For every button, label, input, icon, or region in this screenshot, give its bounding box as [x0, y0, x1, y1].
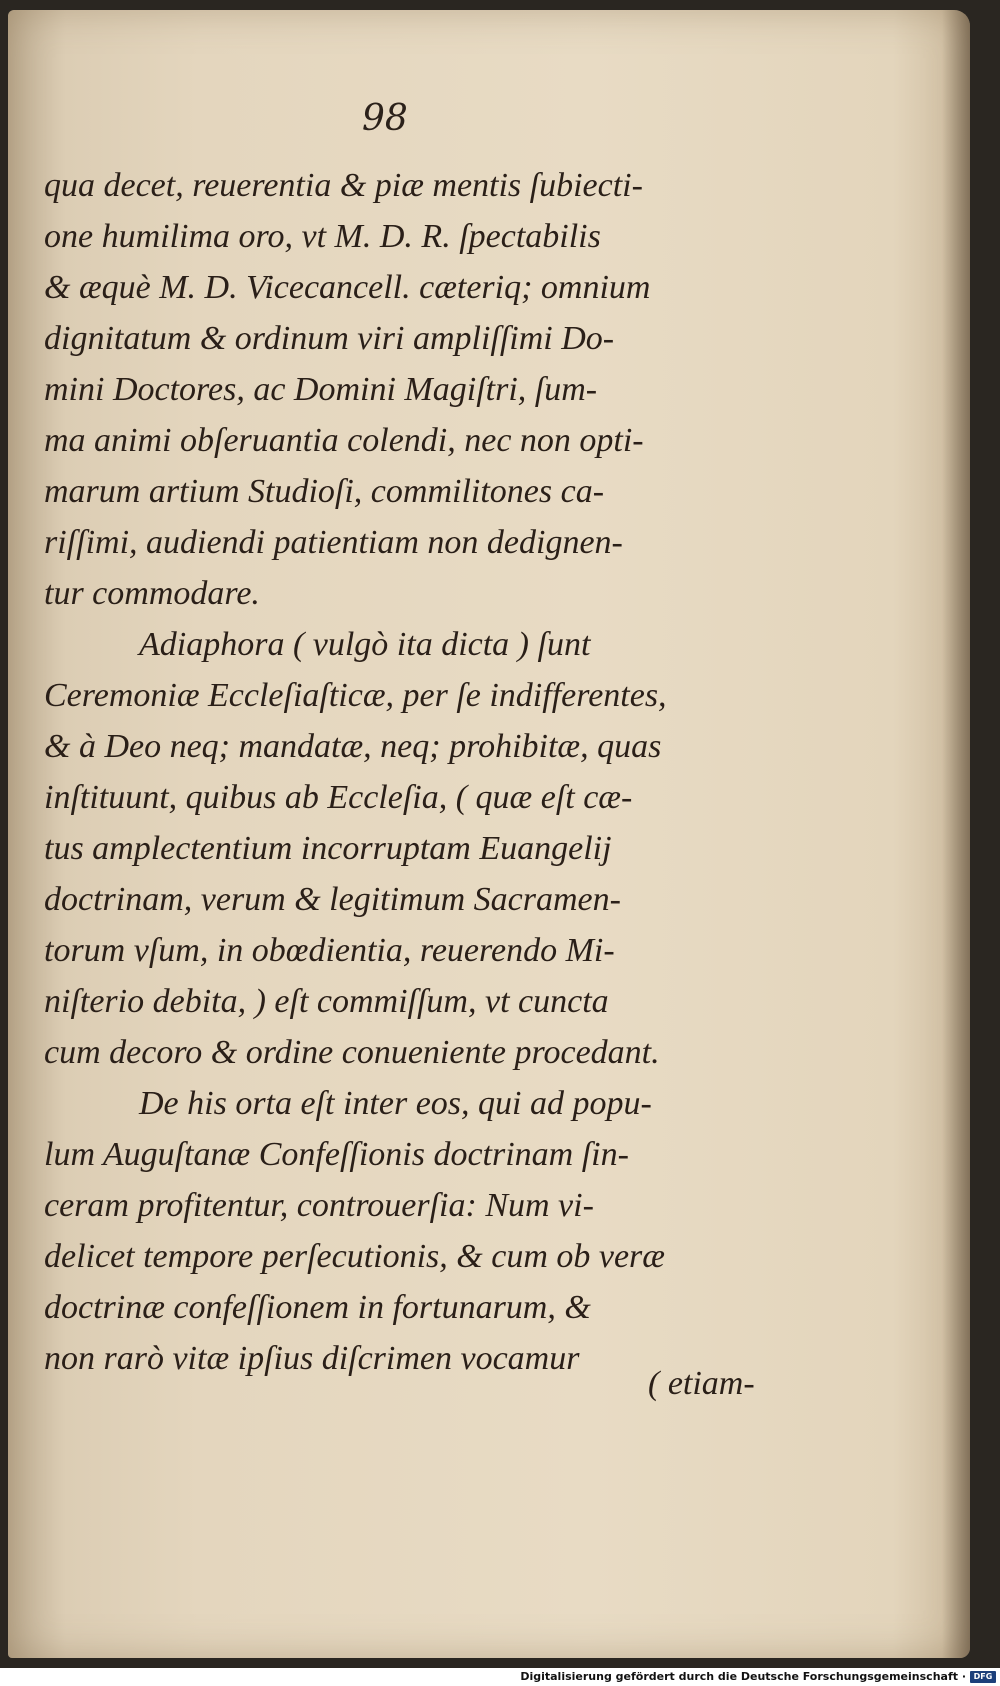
- text-line: tur commodare.: [44, 575, 260, 612]
- catchword: ( etiam-: [648, 1365, 755, 1402]
- text-line: mini Doctores, ac Domini Magiſtri, ſum-: [44, 371, 598, 408]
- text-line-paragraph-start: Adiaphora ( vulgò ita dicta ) ſunt: [139, 626, 591, 663]
- text-line: ceram profitentur, controuerſia: Num vi-: [44, 1187, 594, 1224]
- text-line: niſterio debita, ) eſt commiſſum, vt cuncta: [44, 983, 609, 1020]
- text-line: ma animi obſeruantia colendi, nec non opti-: [44, 422, 644, 459]
- body-text: [44, 160, 764, 1384]
- text-line: one humilima oro, vt M. D. R. ſpectabilis: [44, 218, 601, 255]
- text-line: non rarò vitæ ipſius diſcrimen vocamur: [44, 1340, 580, 1377]
- page-gutter-shadow: [942, 10, 970, 1658]
- text-line: doctrinæ confeſſionem in fortunarum, &: [44, 1289, 591, 1326]
- text-line: & à Deo neq; mandatæ, neq; prohibitæ, quas: [44, 728, 662, 765]
- dfg-logo-icon: DFG: [970, 1671, 996, 1683]
- text-line: inſtituunt, quibus ab Eccleſia, ( quæ eſt cæ-: [44, 779, 633, 816]
- text-line: delicet tempore perſecutionis, & cum ob veræ: [44, 1238, 665, 1275]
- text-line: & æquè M. D. Vicecancell. cæteriq; omnium: [44, 269, 651, 306]
- text-line: qua decet, reuerentia & piæ mentis ſubiecti-: [44, 167, 643, 204]
- text-line: Ceremoniæ Eccleſiaſticæ, per ſe indifferentes,: [44, 677, 667, 714]
- text-line: riſſimi, audiendi patientiam non dedignen-: [44, 524, 623, 561]
- text-line-paragraph-start: De his orta eſt inter eos, qui ad popu-: [139, 1085, 652, 1122]
- text-line: marum artium Studioſi, commilitones ca-: [44, 473, 605, 510]
- text-line: tus amplectentium incorruptam Euangelij: [44, 830, 612, 867]
- text-line: dignitatum & ordinum viri ampliſſimi Do-: [44, 320, 615, 357]
- page-number: 98: [362, 98, 408, 139]
- text-line: lum Auguſtanæ Confeſſionis doctrinam ſin-: [44, 1136, 629, 1173]
- text-line: torum vſum, in obœdientia, reuerendo Mi-: [44, 932, 615, 969]
- text-line: cum decoro & ordine conueniente procedant.: [44, 1034, 660, 1071]
- footer-bar: [0, 1668, 1000, 1686]
- text-line: doctrinam, verum & legitimum Sacramen-: [44, 881, 621, 918]
- funding-credit: Digitalisierung gefördert durch die Deutsche Forschungsgemeinschaft ·: [520, 1670, 966, 1683]
